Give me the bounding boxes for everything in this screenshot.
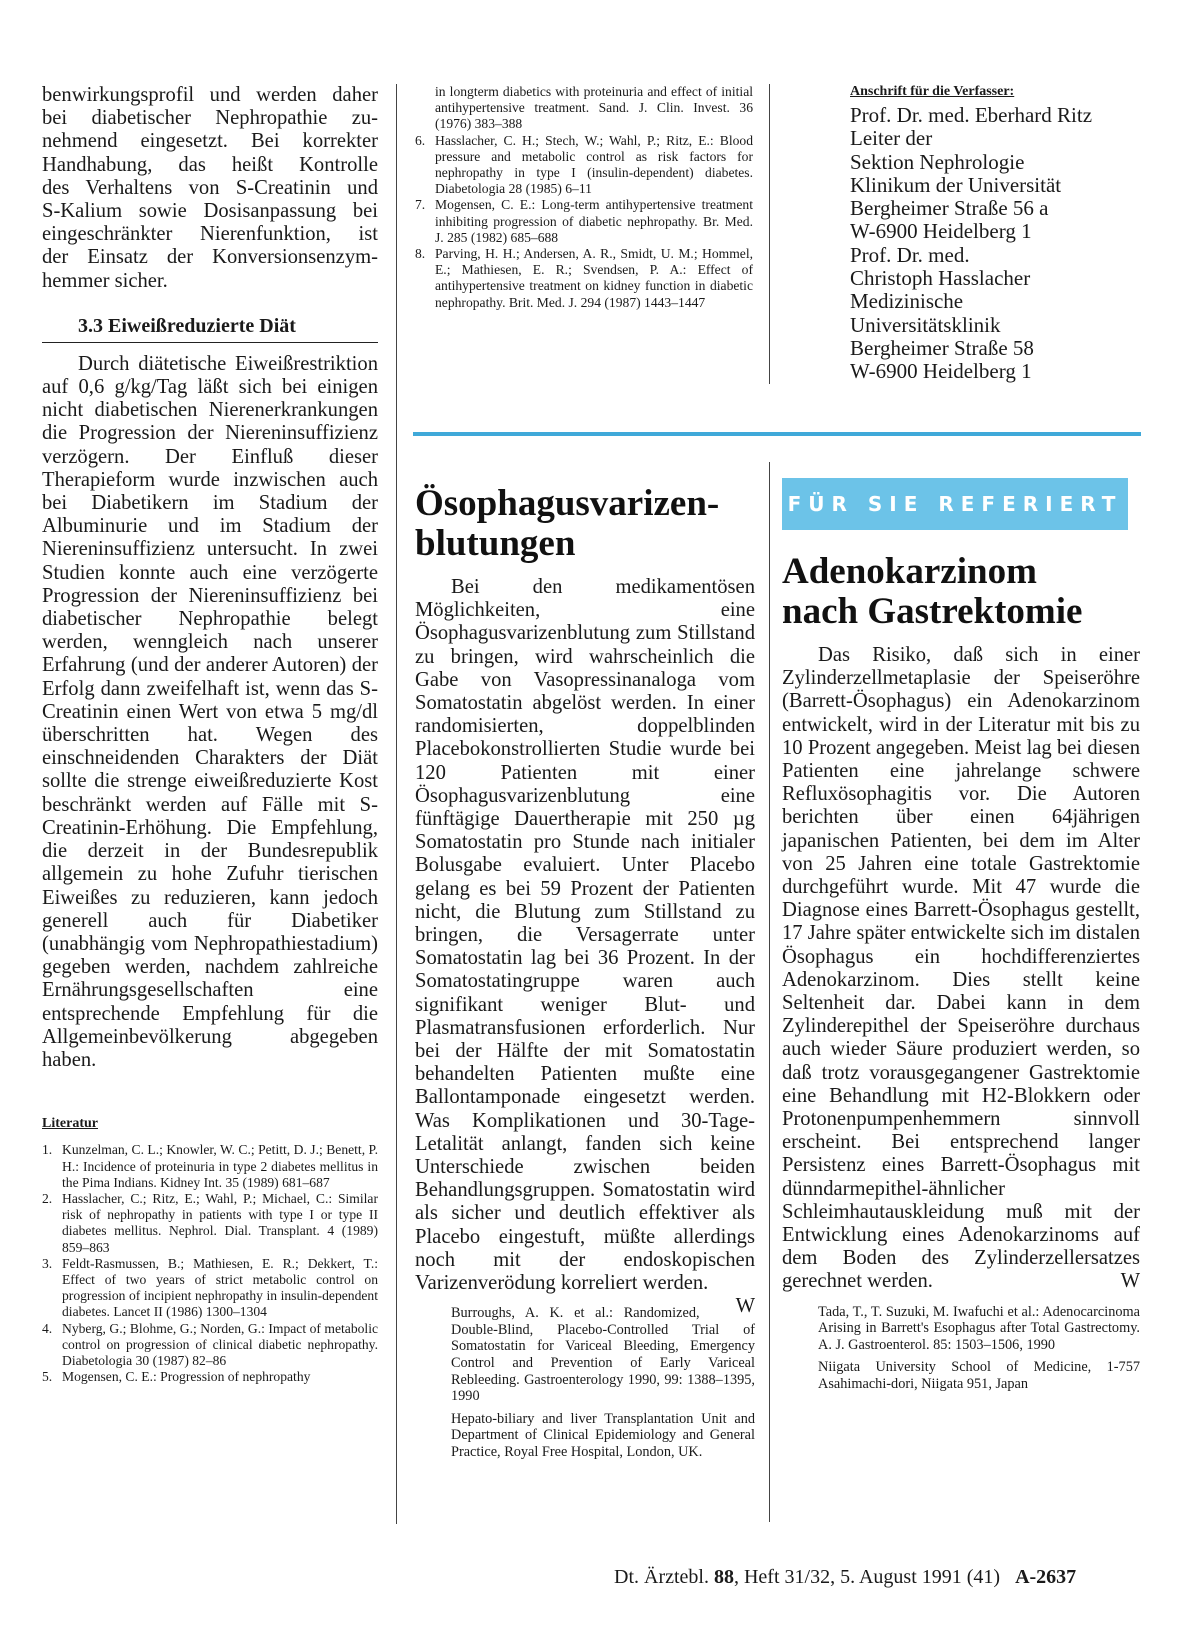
address-line: Universitätsklinik [850,312,1001,337]
article-reference: Burroughs, A. K. et al.: Randomized, Double-Blind, Placebo-Controlled Trial of Somatostatin for Variceal Bleeding, Emergency Control and Prevention of Early Variceal Rebleeding. Gastroenterology 1990, 99: 1388–1395, 1990 [451,1305,755,1405]
intro-line: eingeschränkter Nierenfunktion, ist [42,223,378,246]
address-block [850,104,1150,384]
intro-line: bei diabetischer Nephropathie zu- [42,107,378,130]
intro-line: nehmend eingesetzt. Bei korrekter [42,130,378,153]
address-line: Prof. Dr. med. [850,242,970,267]
address-line: Sektion Nephrologie [850,149,1025,174]
section-paragraph: Durch diätetische Eiweißrestriktion auf 0,6 g/kg/Tag läßt sich bei einigen nicht diabetischen Nierenerkrankungen die Progression der Niereninsuffizienz verzögern. Der Einfluß dieser Therapieform wurde inzwischen auch bei Diabetikern im Stadium der Albuminurie und im Stadium der Niereninsuffizienz untersucht. In zwei Studien konnte auch eine verzögerte Progression der Niereninsuffizienz bei diabetischer Nephropathie belegt werden, wenngleich nach unserer Erfahrung (und der anderer Autoren) der Erfolg dann zweifelhaft ist, wenn das S-Creatinin einen Wert von etwa 5 mg/dl überschritten hat. Wegen des einschneidenden Charakters der Diät sollte die strenge eiweißreduzierte Kost beschränkt werden auf Fälle mit S-Creatinin-Erhöhung. Die Empfehlung, die derzeit in der Bundesrepublik allgemein zu hohe Zufuhr tierischen Eiweißes zu reduzieren, kann jedoch generell auch für Diabetiker (unabhängig vom Nephropathiestadium) gegeben werden, nachdem zahlreiche Ernährungsgesellschaften eine entsprechende Empfehlung für die Allgemeinbevölkerung abgegeben haben. [42,352,378,1071]
article-body: Das Risiko, daß sich in einer Zylinderzellmetaplasie der Speiseröhre (Barrett-Ösophagus) ein Adenokarzinom entwickelt, wird in der Literatur mit bis zu 10 Prozent angegeben. Meist lag bei diesen Patienten eine jahrelange schwere Refluxösophagitis vor. Die Autoren berichten über einen 64jährigen japanischen Patienten, bei dem im Alter von 25 Jahren eine totale Gastrektomie durchgeführt wurde. Mit 47 wurde die Diagnose eines Barrett-Ösophagus gestellt, 17 Jahre später entwickelte sich im distalen Ösophagus ein hochdifferenziertes Adenokarzinom. Dies stellt keine Seltenheit dar. Dabei kann in dem Zylinderepithel der Speiseröhre durchaus auch wieder Säure produziert werden, so daß trotz vorausgegangener Gastrektomie eine Behandlung mit H2-Blokkern oder Protonenpumpenhemmern sinnvoll erscheint. Bei entsprechend langer Persistenz eines Barrett-Ösophagus mit dünndarmepithel-ähnlicher Schleimhautauskleidung muß mit der Entwicklung eines Adenokarzinoms auf dem Boden des Zylinderzellersatzes gerechnet werden. W [782,644,1140,1293]
address-heading: Anschrift für die Verfasser: [850,84,1015,99]
address-line: Bergheimer Straße 58 [850,335,1034,360]
reference-item: 5. Mogensen, C. E.: Progression of nephropathy [42,1369,311,1385]
section-separator [413,432,1141,436]
reference-item: 6. Hasslacher, C. H.; Stech, W.; Wahl, P.; Ritz, E.: Blood pressure and metabolic control as risk factors for nephropathy in type I (insulin-dependent) diabetes. Diabetologia 28 (1985) 6–11 [415,132,753,197]
article-reference: Tada, T., T. Suzuki, M. Iwafuchi et al.: Adenocarcinoma Arising in Barrett's Esophagus after Total Gastrectomy. A. J. Gastroenterol. 85: 1503–1506, 1990 [818,1303,1140,1353]
column-left [42,84,378,1385]
reference-item: 2. Hasslacher, C.; Ritz, E.; Wahl, P.; Michael, C.: Similar risk of nephropathy in patients with type I or type II diabetes mellitus. Nephrol. Dial. Transplant. 4 (1989) 859–863 [42,1190,378,1255]
author-signature: W [1120,1270,1140,1293]
reference-list-left [42,1142,378,1385]
column-middle-references [415,84,753,311]
reference-item: 3. Feldt-Rasmussen, B.; Mathiesen, E. R.; Dekkert, T.: Effect of two years of strict metabolic control on progression of incipient nephropathy in insulin-dependent diabetes. Lancet II (1986) 1300–1304 [42,1255,378,1320]
section-banner: FÜR SIE REFERIERT [782,478,1128,530]
issue-date: , Heft 31/32, 5. August 1991 (41) [733,1566,1001,1588]
author-address [850,84,1150,384]
intro-line: Handhabung, das heißt Kontrolle [42,153,378,176]
reference-item: 7. Mogensen, C. E.: Long-term antihypertensive treatment inhibiting progression of diabetic nephropathy. Br. Med. J. 285 (1982) 685–688 [415,197,753,245]
article-headline: Ösophagusvarizen- blutungen [415,483,720,564]
address-line: W-6900 Heidelberg 1 [850,219,1032,244]
article-adenocarcinoma [782,478,1140,1393]
article-headline: Adenokarzinom nach Gastrektomie [782,551,1083,632]
section-heading: 3.3 Eiweißreduzierte Diät [42,315,378,343]
intro-line: S-Kalium sowie Dosisanpassung bei [42,200,378,223]
article-affiliation: Hepato-biliary and liver Transplantation Unit and Department of Clinical Epidemiology and General Practice, Royal Free Hospital, London, UK. [451,1410,755,1461]
intro-paragraph [42,84,378,293]
article-body: Bei den medikamentösen Möglichkeiten, eine Ösophagusvarizenblutung zum Stillstand zu bringen, wird wahrscheinlich die Gabe von Vasopressinanaloga vom Somatostatin abgelöst werden. In einer randomisierten, doppelblinden Placebokonstrollierten Studie wurde bei 120 Patienten mit einer Ösophagusvarizenblutung eine fünftägige Dauertherapie mit 250 µg Somatostatin pro Stunde nach initialer Bolusgabe evaluiert. Unter Placebo gelang es bei 59 Prozent der Patienten nicht, die Blutung zum Stillstand zu bringen, die Versagerrate unter Somatostatin lag bei 36 Prozent. In der Somatostatingruppe waren auch signifikant weniger Blut- und Plasmatransfusionen erforderlich. Nur bei der Hälfte der mit Somatostatin behandelten Patienten mußte eine Ballontamponade eingesetzt werden. Was Komplikationen und 30-Tage-Letalität anlangt, fanden sich keine Unterschiede zwischen beiden Behandlungsgruppen. Somatostatin wird als sicher und deutlich effektiver als Placebo eingestuft, müßte allerdings noch mit der endoskopischen Varizenverödung korreliert werden. W [415,576,755,1318]
article-varices [415,484,755,1461]
literature-heading: Literatur [42,1116,98,1132]
reference-item: 4. Nyberg, G.; Blohme, G.; Norden, G.: Impact of metabolic control on progression of clinical diabetic nephropathy. Diabetologia 30 (1987) 82–86 [42,1320,378,1368]
column-divider-bottom [769,462,770,1522]
address-line: Prof. Dr. med. Eberhard Ritz [850,103,1093,127]
address-line: Bergheimer Straße 56 a [850,196,1049,221]
reference-list-middle [415,133,753,311]
intro-line: der Einsatz der Konversionsenzym- [42,246,378,269]
address-line: W-6900 Heidelberg 1 [850,359,1032,384]
reference-continuation: in longterm diabetics with proteinuria and effect of initial antihypertensive treatment. Sand. J. Clin. Invest. 36 (1976) 383–388 [435,84,753,132]
address-line: Medizinische [850,289,964,314]
reference-item: 8. Parving, H. H.; Andersen, A. R., Smidt, U. M.; Hommel, E.; Mathiesen, E. R.; Svendsen, P. A.: Effect of antihypertensive treatment on kidney function in diabetic nephropathy. Brit. Med. J. 294 (1987) 1443–1447 [415,246,753,310]
journal-name: Dt. Ärztebl. [614,1566,709,1588]
journal-volume: 88 [713,1566,734,1588]
intro-line: benwirkungsprofil und werden daher [42,84,378,106]
address-line: Leiter der [850,126,933,151]
article-affiliation: Niigata University School of Medicine, 1-757 Asahimachi-dori, Niigata 951, Japan [818,1359,1140,1393]
address-line: Christoph Hasslacher [850,266,1031,291]
intro-line: hemmer sicher. [42,269,168,292]
address-line: Klinikum der Universität [850,172,1062,197]
column-divider [396,84,397,1524]
column-divider-top [769,84,770,384]
intro-line: des Verhaltens von S-Creatinin und [42,176,378,199]
author-signature: W [735,1295,755,1318]
page-number: A-2637 [1015,1566,1077,1588]
page-footer [614,1566,1076,1589]
reference-item: 1. Kunzelman, C. L.; Knowler, W. C.; Petitt, D. J.; Benett, P. H.: Incidence of proteinuria in type 2 diabetes mellitus in the Pima Indians. Kidney Int. 35 (1989) 681–687 [42,1142,378,1190]
